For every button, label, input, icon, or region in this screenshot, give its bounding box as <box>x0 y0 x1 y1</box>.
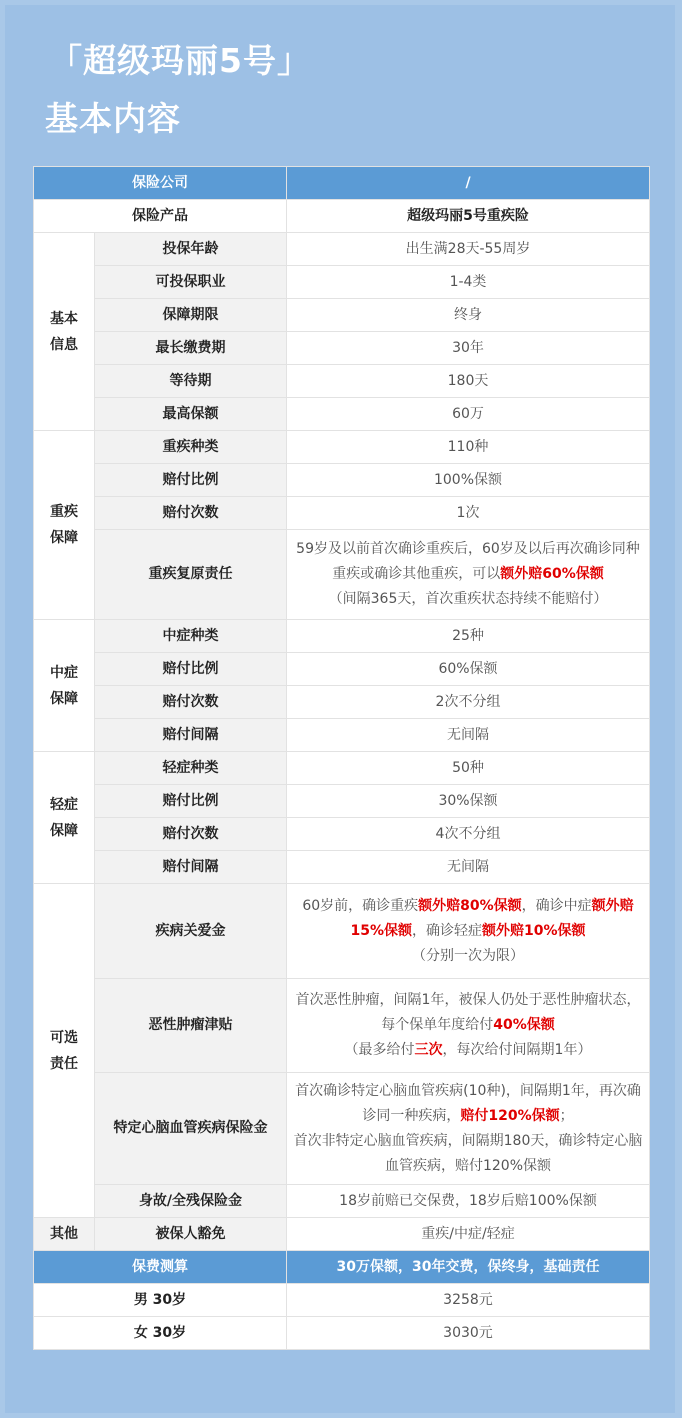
row-value: 出生满28天-55周岁 <box>287 233 650 266</box>
table-row <box>34 1218 650 1251</box>
row-value: 100%保额 <box>287 464 650 497</box>
table-row <box>34 686 650 719</box>
row-item: 赔付间隔 <box>95 719 287 752</box>
table-row-company <box>34 167 650 200</box>
row-value: 首次恶性肿瘤，间隔1年，被保人仍处于恶性肿瘤状态，每个保单年度给付40%保额 （最多给付三次，每次给付间隔期1年） <box>287 979 650 1073</box>
premium-row-value: 3258元 <box>287 1284 650 1317</box>
table-row <box>34 752 650 785</box>
table-row <box>34 398 650 431</box>
row-value: 2次不分组 <box>287 686 650 719</box>
row-item: 赔付比例 <box>95 653 287 686</box>
row-value: 25种 <box>287 620 650 653</box>
row-value: 1次 <box>287 497 650 530</box>
row-item: 身故/全残保险金 <box>95 1185 287 1218</box>
row-item: 赔付次数 <box>95 818 287 851</box>
table-row <box>34 785 650 818</box>
row-value: 首次确诊特定心脑血管疾病(10种)，间隔期1年，再次确诊同一种疾病，赔付120%保额； 首次非特定心脑血管疾病，间隔期180天，确诊特定心脑血管疾病，赔付120%保额 <box>287 1073 650 1185</box>
table-row <box>34 979 650 1073</box>
row-value: 18岁前赔已交保费，18岁后赔100%保额 <box>287 1185 650 1218</box>
row-value: 1-4类 <box>287 266 650 299</box>
table-row <box>34 1185 650 1218</box>
row-item: 被保人豁免 <box>95 1218 287 1251</box>
row-item: 投保年龄 <box>95 233 287 266</box>
table-row <box>34 818 650 851</box>
row-item: 等待期 <box>95 365 287 398</box>
table-row <box>34 1073 650 1185</box>
row-item: 轻症种类 <box>95 752 287 785</box>
table-row <box>34 431 650 464</box>
table-row <box>34 530 650 620</box>
premium-row-label: 女 30岁 <box>34 1317 287 1350</box>
row-item: 可投保职业 <box>95 266 287 299</box>
table-row <box>34 365 650 398</box>
row-item: 特定心脑血管疾病保险金 <box>95 1073 287 1185</box>
premium-row-value: 3030元 <box>287 1317 650 1350</box>
row-item: 疾病关爱金 <box>95 884 287 979</box>
row-value: 4次不分组 <box>287 818 650 851</box>
category-critical: 重疾保障 <box>34 431 95 620</box>
category-basic: 基本信息 <box>34 233 95 431</box>
row-value: 无间隔 <box>287 851 650 884</box>
table-row <box>34 266 650 299</box>
row-value: 60岁前，确诊重疾额外赔80%保额，确诊中症额外赔15%保额，确诊轻症额外赔10%保额 （分别一次为限） <box>287 884 650 979</box>
row-value: 60万 <box>287 398 650 431</box>
row-item: 保障期限 <box>95 299 287 332</box>
row-item: 中症种类 <box>95 620 287 653</box>
premium-row-label: 男 30岁 <box>34 1284 287 1317</box>
table-row-product <box>34 200 650 233</box>
row-value: 30年 <box>287 332 650 365</box>
row-item: 重疾种类 <box>95 431 287 464</box>
category-other: 其他 <box>34 1218 95 1251</box>
company-label: 保险公司 <box>34 167 287 200</box>
company-value: / <box>287 167 650 200</box>
row-value: 30%保额 <box>287 785 650 818</box>
table-row <box>34 299 650 332</box>
row-value: 180天 <box>287 365 650 398</box>
table-row <box>34 884 650 979</box>
table-row <box>34 332 650 365</box>
row-item: 恶性肿瘤津贴 <box>95 979 287 1073</box>
table-row <box>34 233 650 266</box>
row-item: 重疾复原责任 <box>95 530 287 620</box>
table-row <box>34 620 650 653</box>
premium-label: 保费测算 <box>34 1251 287 1284</box>
row-item: 最高保额 <box>95 398 287 431</box>
row-item: 最长缴费期 <box>95 332 287 365</box>
row-item: 赔付次数 <box>95 686 287 719</box>
product-value: 超级玛丽5号重疾险 <box>287 200 650 233</box>
insurance-table <box>33 166 650 1350</box>
table-row <box>34 464 650 497</box>
row-value: 无间隔 <box>287 719 650 752</box>
table-row <box>34 1317 650 1350</box>
row-item: 赔付次数 <box>95 497 287 530</box>
table-row <box>34 851 650 884</box>
premium-value: 30万保额，30年交费，保终身，基础责任 <box>287 1251 650 1284</box>
table-row-premium-header <box>34 1251 650 1284</box>
row-item: 赔付间隔 <box>95 851 287 884</box>
table-row <box>34 497 650 530</box>
table-row <box>34 1284 650 1317</box>
category-moderate: 中症保障 <box>34 620 95 752</box>
row-item: 赔付比例 <box>95 464 287 497</box>
row-value: 终身 <box>287 299 650 332</box>
row-value: 50种 <box>287 752 650 785</box>
row-value: 59岁及以前首次确诊重疾后，60岁及以后再次确诊同种重疾或确诊其他重疾，可以额外赔60%保额 （间隔365天，首次重疾状态持续不能赔付） <box>287 530 650 620</box>
row-item: 赔付比例 <box>95 785 287 818</box>
row-value: 重疾/中症/轻症 <box>287 1218 650 1251</box>
table-row <box>34 719 650 752</box>
page-title: 「超级玛丽5号」 <box>49 41 311 80</box>
page-subtitle: 基本内容 <box>45 99 181 138</box>
table-row <box>34 653 650 686</box>
row-value: 110种 <box>287 431 650 464</box>
row-value: 60%保额 <box>287 653 650 686</box>
product-label: 保险产品 <box>34 200 287 233</box>
category-optional: 可选责任 <box>34 884 95 1218</box>
category-mild: 轻症保障 <box>34 752 95 884</box>
